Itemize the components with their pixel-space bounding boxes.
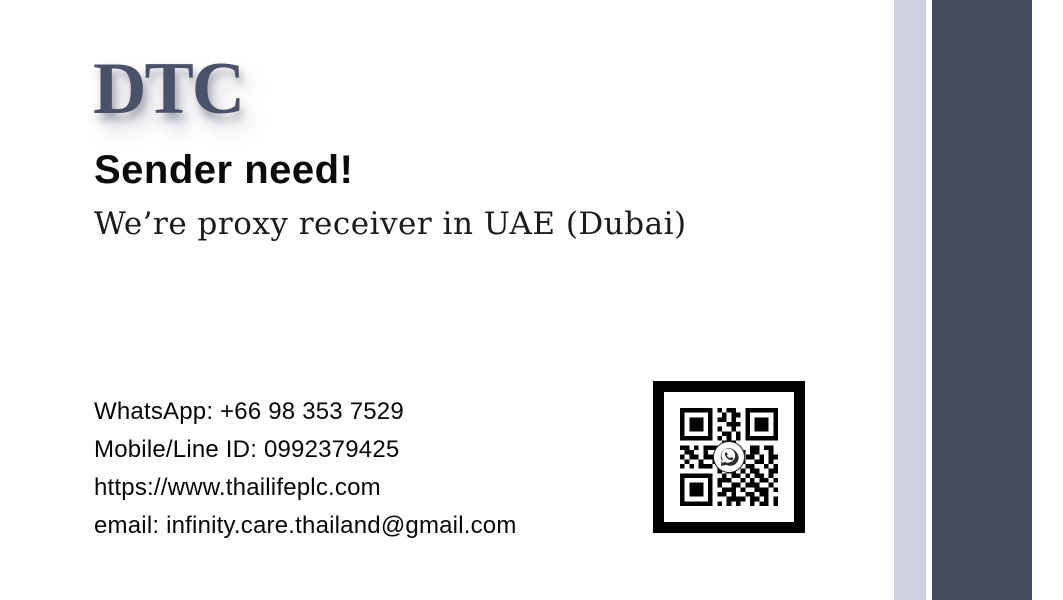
- contact-email: email: infinity.care.thailand@gmail.com: [94, 512, 517, 539]
- whatsapp-qr-code: [653, 381, 805, 533]
- headline: Sender need!: [94, 148, 354, 192]
- stripe-light: [894, 0, 926, 600]
- contact-info: [94, 393, 517, 545]
- stripe-dark: [932, 0, 1032, 600]
- contact-website: https://www.thailifeplc.com: [94, 474, 381, 501]
- whatsapp-icon: [714, 442, 744, 472]
- contact-whatsapp: WhatsApp: +66 98 353 7529: [94, 398, 404, 425]
- contact-mobile-line-id: Mobile/Line ID: 0992379425: [94, 436, 400, 463]
- tagline: We’re proxy receiver in UAE (Dubai): [94, 206, 687, 242]
- brand-logo: DTC: [93, 48, 244, 130]
